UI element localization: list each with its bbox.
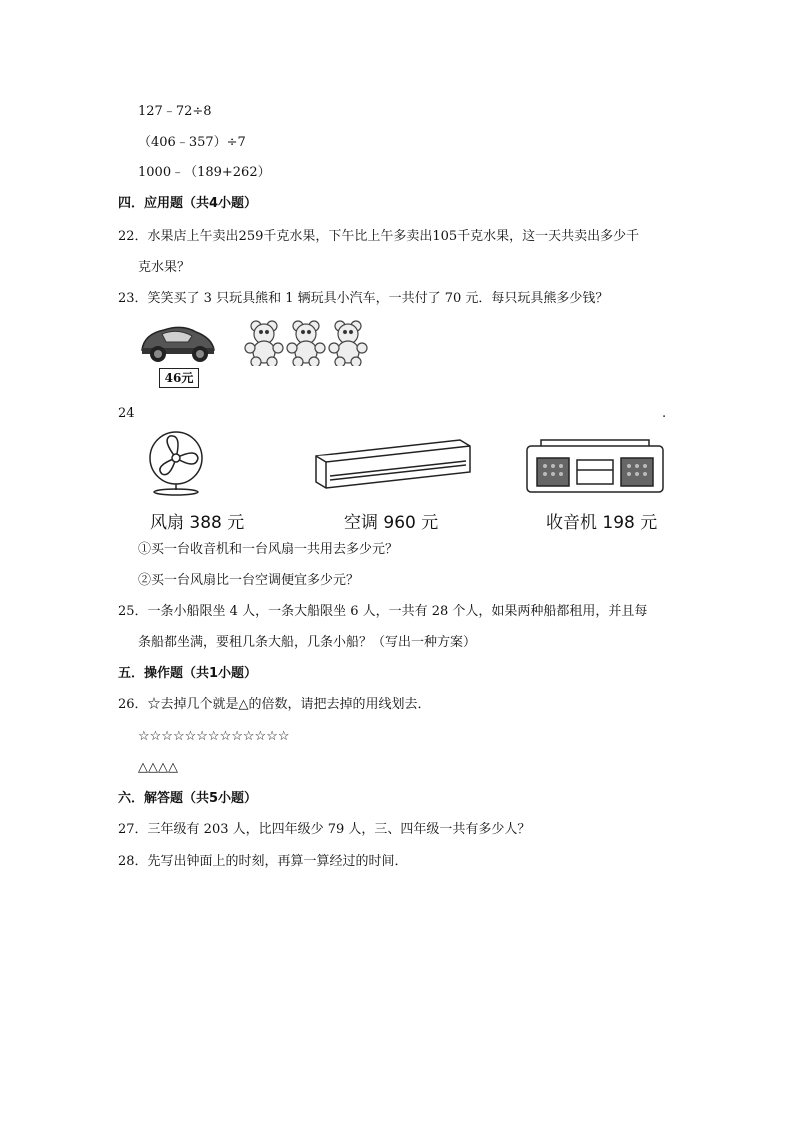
section-6-heading: 六．解答题（共5小题） [118, 791, 258, 806]
triangles-row: △△△△ [138, 760, 178, 775]
question-25-line-2: 条船都坐满，要租几条大船，几条小船？（写出一种方案） [138, 635, 477, 650]
question-26: 26．☆去掉几个就是△的倍数，请把去掉的用线划去． [118, 697, 431, 712]
question-22-line-1: 22．水果店上午卖出259千克水果，下午比上午多卖出105千克水果，这一天共卖出多少千 [118, 229, 640, 244]
calc-line-3: 1000﹣（189+262） [138, 165, 271, 180]
section-4-heading: 四．应用题（共4小题） [118, 196, 258, 211]
question-28: 28．先写出钟面上的时刻，再算一算经过的时间． [118, 854, 408, 869]
air-conditioner-price-caption: 空调 960 元 [344, 513, 439, 533]
question-23: 23．笑笑买了 3 只玩具熊和 1 辆玩具小汽车，一共付了 70 元．每只玩具熊多少钱？ [118, 291, 609, 306]
air-conditioner-image [310, 436, 474, 490]
question-22-line-2: 克水果？ [138, 260, 191, 275]
question-24-end-dot: . [662, 406, 667, 421]
toy-car-image [138, 320, 218, 366]
calc-line-2: （406﹣357）÷7 [138, 135, 246, 150]
stars-row: ☆☆☆☆☆☆☆☆☆☆☆☆☆ [138, 729, 290, 744]
fan-price-caption: 风扇 388 元 [150, 513, 245, 533]
electric-fan-image [140, 430, 212, 496]
radio-price-caption: 收音机 198 元 [546, 513, 658, 533]
question-24-sub-2: ②买一台风扇比一台空调便宜多少元？ [138, 573, 360, 588]
calc-line-1: 127﹣72÷8 [138, 104, 212, 119]
teddy-bears-image [244, 320, 368, 366]
car-price-tag: 46元 [159, 368, 199, 388]
question-25-line-1: 25．一条小船限坐 4 人，一条大船限坐 6 人，一共有 28 个人，如果两种船都租用，并且每 [118, 604, 648, 619]
question-24-sub-1: ①买一台收音机和一台风扇一共用去多少元？ [138, 542, 399, 557]
question-24-number: 24 [118, 406, 135, 421]
radio-image [523, 436, 667, 494]
section-5-heading: 五．操作题（共1小题） [118, 666, 258, 681]
question-27: 27．三年级有 203 人，比四年级少 79 人，三、四年级一共有多少人？ [118, 822, 531, 837]
